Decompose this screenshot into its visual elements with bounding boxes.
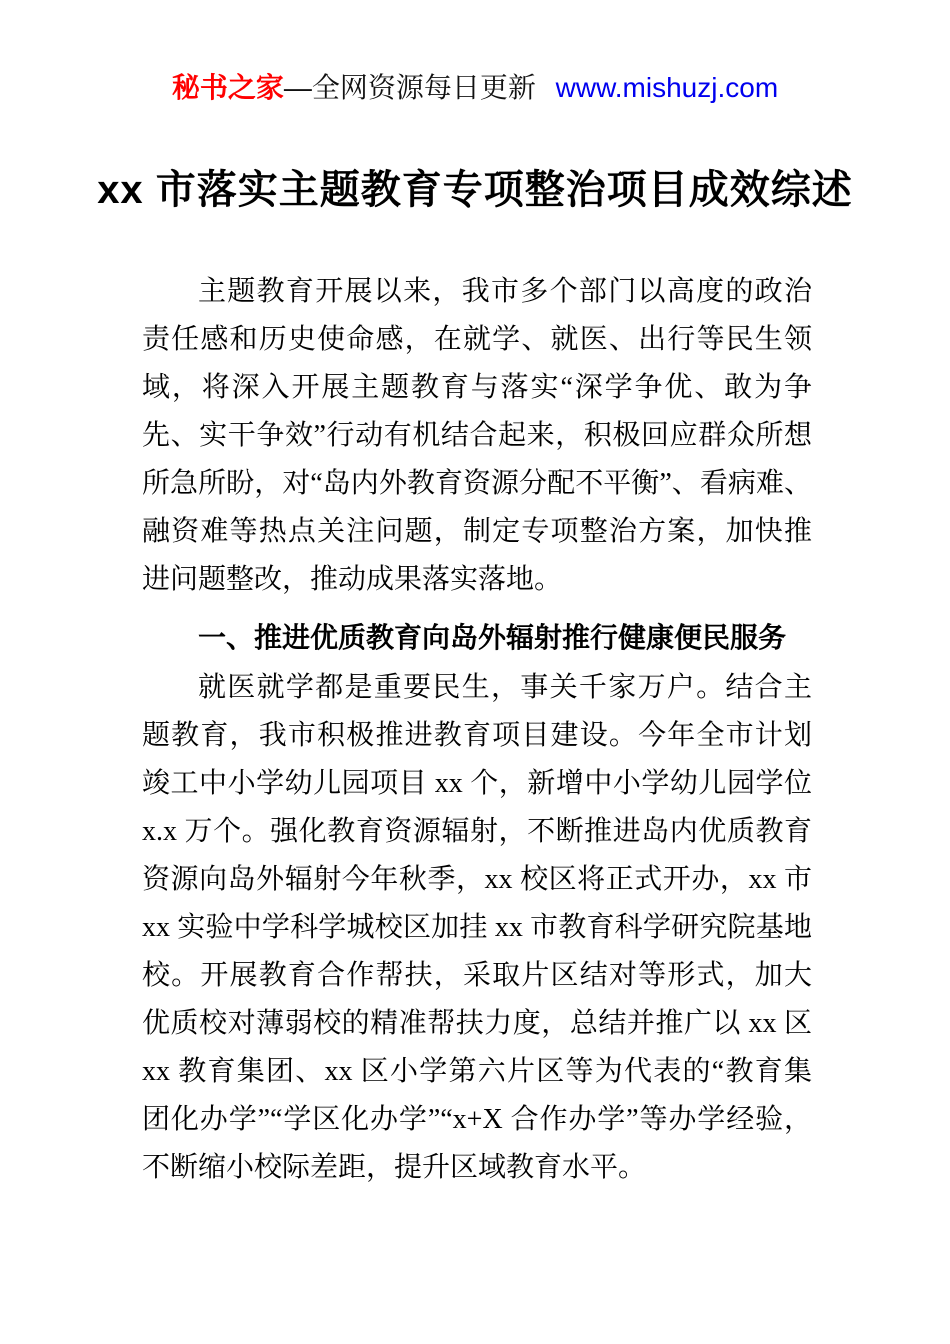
- header-tagline: 全网资源每日更新: [311, 72, 536, 103]
- site-header: [0, 70, 950, 106]
- document-body: [142, 268, 812, 1192]
- site-brand: 秘书之家: [171, 72, 284, 103]
- site-url-link[interactable]: www.mishuzj.com: [555, 72, 779, 103]
- section-heading-1: 一、推进优质教育向岛外辐射推行健康便民服务: [198, 622, 787, 653]
- page-title: xx 市落实主题教育专项整治项目成效综述: [97, 168, 853, 212]
- paragraph-section-1: 就医就学都是重要民生，事关千家万户。结合主题教育，我市积极推进教育项目建设。今年全市计划竣工中小学幼儿园项目 xx 个，新增中小学幼儿园学位 x.x 万个。强化教育资源辐射，不断推进岛内优质教育资源向岛外辐射今年秋季，xx 校区将正式开办，xx 市 xx 实验中学科学城校区加挂 xx 市教育科学研究院基地校。开展教育合作帮扶，采取片区结对等形式，加大优质校对薄弱校的精准帮扶力度，总结并推广以 xx 区 xx 教育集团、xx 区小学第六片区等为代表的“教育集团化办学”“学区化办学”“x+X 合作办学”等办学经验，不断缩小校际差距，提升区域教育水平。: [142, 672, 812, 1183]
- paragraph-intro: 主题教育开展以来，我市多个部门以高度的政治责任感和历史使命感，在就学、就医、出行等民生领域，将深入开展主题教育与落实“深学争优、敢为争先、实干争效”行动有机结合起来，积极回应群众所想所急所盼，对“岛内外教育资源分配不平衡”、看病难、融资难等热点关注问题，制定专项整治方案，加快推进问题整改，推动成果落实落地。: [142, 276, 812, 595]
- header-dash: —: [283, 72, 312, 103]
